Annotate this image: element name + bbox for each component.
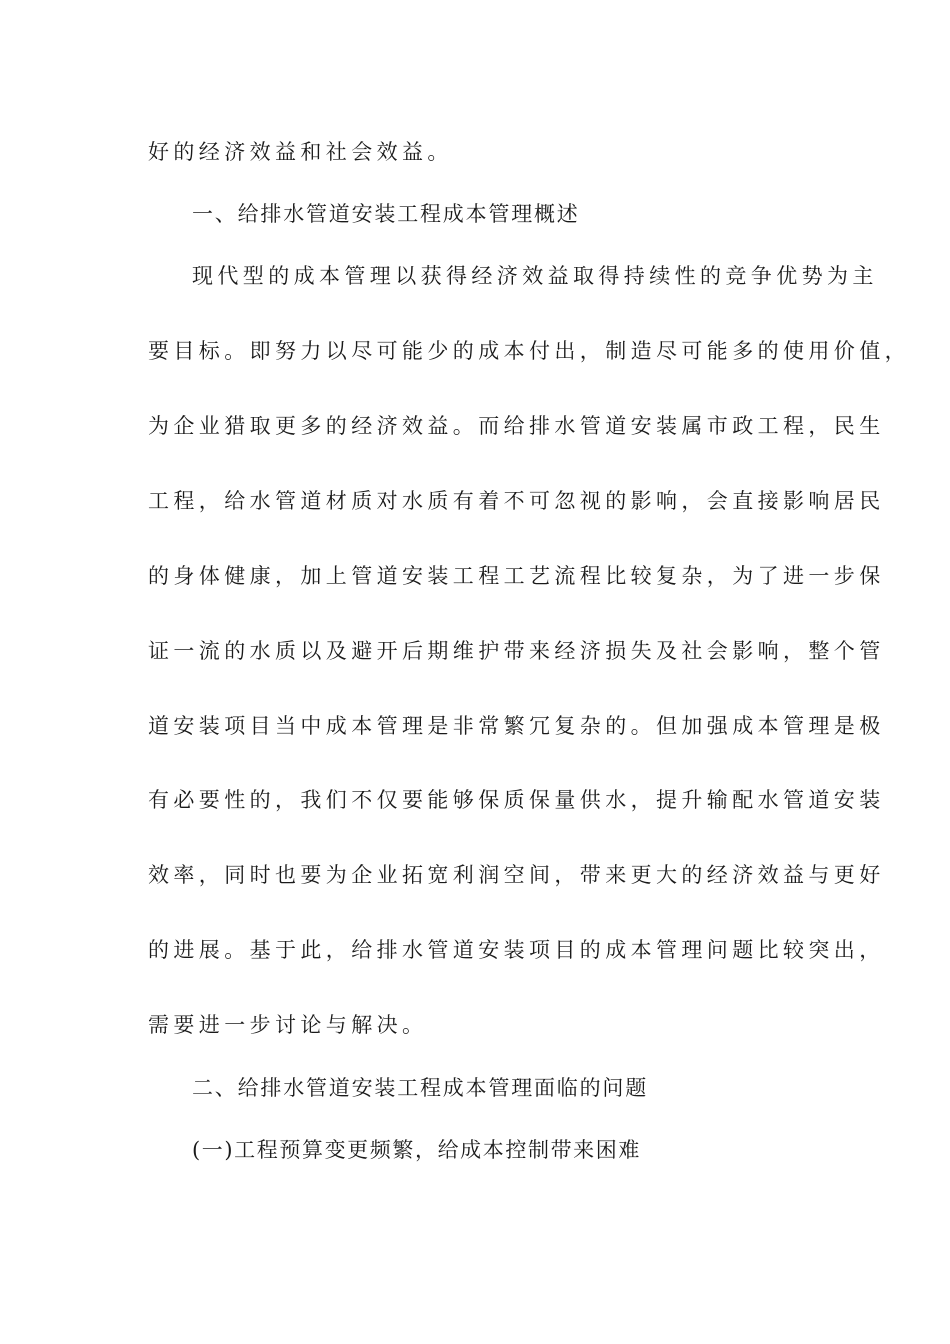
paragraph-line: 证一流的水质以及避开后期维护带来经济损失及社会影响，整个管 bbox=[148, 639, 885, 663]
paragraph-line: 的进展。基于此，给排水管道安装项目的成本管理问题比较突出， bbox=[148, 938, 885, 962]
paragraph-line: 要目标。即努力以尽可能少的成本付出，制造尽可能多的使用价值， bbox=[148, 339, 910, 363]
paragraph-line: 效率，同时也要为企业拓宽利润空间，带来更大的经济效益与更好 bbox=[148, 863, 885, 887]
paragraph-line: 道安装项目当中成本管理是非常繁冗复杂的。但加强成本管理是极 bbox=[148, 714, 885, 738]
section-heading-1: 一、给排水管道安装工程成本管理概述 bbox=[192, 202, 580, 226]
paragraph-continuation-line: 好的经济效益和社会效益。 bbox=[148, 140, 453, 164]
paragraph-line: 需要进一步讨论与解决。 bbox=[148, 1013, 428, 1037]
subsection-heading-1: (一)工程预算变更频繁，给成本控制带来困难 bbox=[192, 1138, 641, 1162]
paragraph-line: 的身体健康，加上管道安装工程工艺流程比较复杂，为了进一步保 bbox=[148, 564, 885, 588]
section-heading-2: 二、给排水管道安装工程成本管理面临的问题 bbox=[192, 1076, 648, 1100]
paragraph-line: 工程，给水管道材质对水质有着不可忽视的影响，会直接影响居民 bbox=[148, 489, 885, 513]
paragraph-line: 现代型的成本管理以获得经济效益取得持续性的竞争优势为主 bbox=[192, 264, 878, 288]
paragraph-line: 有必要性的，我们不仅要能够保质保量供水，提升输配水管道安装 bbox=[148, 788, 885, 812]
paragraph-line: 为企业猎取更多的经济效益。而给排水管道安装属市政工程，民生 bbox=[148, 414, 885, 438]
